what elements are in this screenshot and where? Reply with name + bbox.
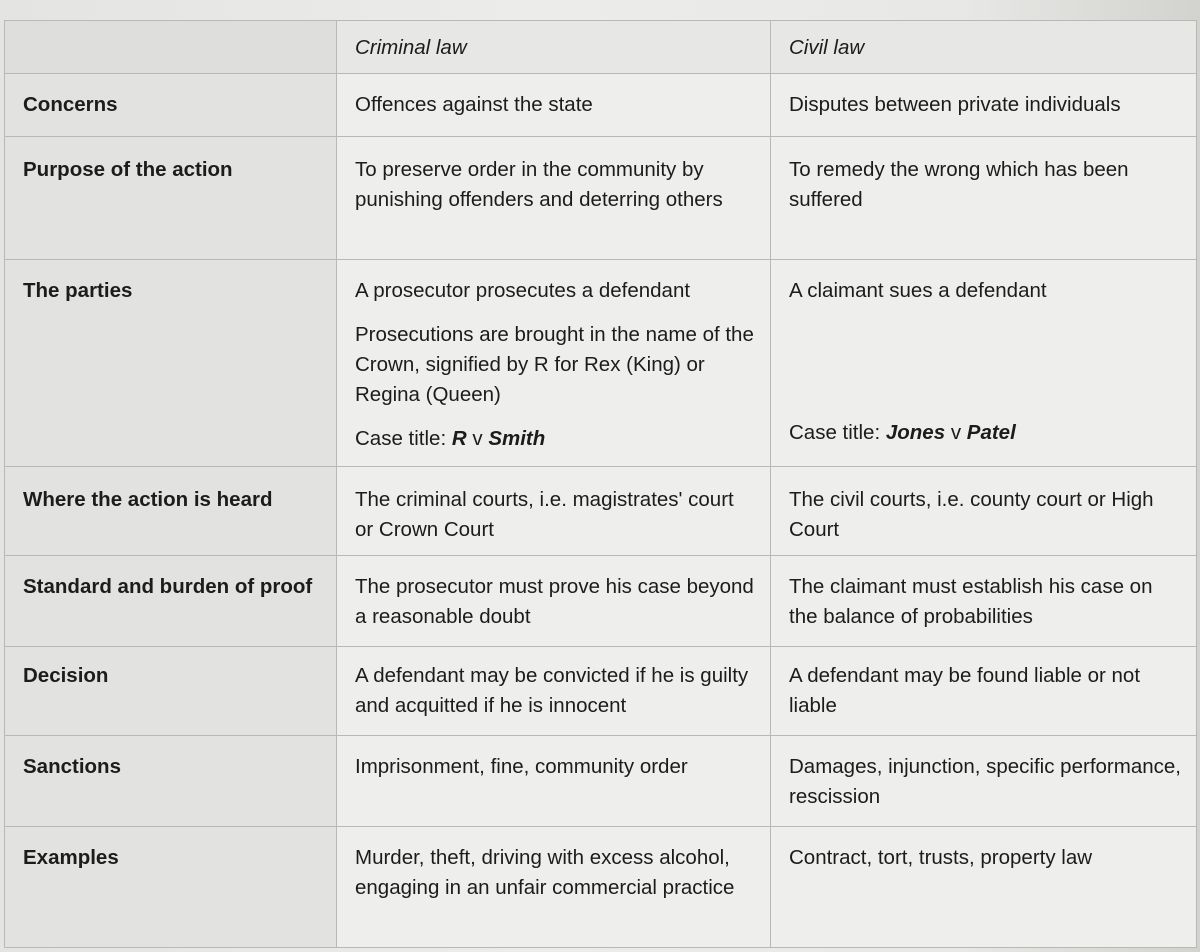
civil-parties-text-1: A claimant sues a defendant xyxy=(789,279,1047,302)
civil-where-cell: The civil courts, i.e. county court or High Court xyxy=(771,467,1197,556)
table-row xyxy=(5,827,1197,948)
row-label-purpose: Purpose of the action xyxy=(5,137,337,260)
case-party-2: Patel xyxy=(966,421,1016,444)
row-label-sanctions: Sanctions xyxy=(5,736,337,827)
case-party-1: Jones xyxy=(885,421,946,444)
civil-standard-cell: The claimant must establish his case on the balance of probabilities xyxy=(771,556,1197,647)
row-label-standard-of-proof: Standard and burden of proof xyxy=(5,556,337,647)
table-row xyxy=(5,260,1197,467)
header-row xyxy=(5,21,1197,74)
table-row xyxy=(5,467,1197,556)
civil-purpose-cell: To remedy the wrong which has been suffered xyxy=(771,137,1197,260)
table-row xyxy=(5,556,1197,647)
comparison-table xyxy=(4,20,1197,948)
civil-parties-cell xyxy=(771,260,1197,467)
row-label-parties: The parties xyxy=(5,260,337,467)
header-civil-law: Civil law xyxy=(771,21,1197,74)
row-label-examples: Examples xyxy=(5,827,337,948)
civil-sanctions-cell: Damages, injunction, specific performance, rescission xyxy=(771,736,1197,827)
criminal-case-title xyxy=(355,424,756,454)
table-row xyxy=(5,736,1197,827)
case-party-2: Smith xyxy=(488,427,546,450)
criminal-where-cell: The criminal courts, i.e. magistrates' court or Crown Court xyxy=(337,467,771,556)
case-title-prefix: Case title: xyxy=(355,427,447,450)
criminal-purpose-cell: To preserve order in the community by punishing offenders and deterring others xyxy=(337,137,771,260)
criminal-parties-cell xyxy=(337,260,771,467)
case-versus: v xyxy=(472,427,483,450)
header-criminal-law: Criminal law xyxy=(337,21,771,74)
table-row xyxy=(5,74,1197,137)
civil-case-title xyxy=(789,418,1016,448)
criminal-standard-cell: The prosecutor must prove his case beyond a reasonable doubt xyxy=(337,556,771,647)
table-row xyxy=(5,137,1197,260)
civil-examples-cell: Contract, tort, trusts, property law xyxy=(771,827,1197,948)
criminal-parties-text-1: A prosecutor prosecutes a defendant xyxy=(355,279,691,302)
header-empty-cell xyxy=(5,21,337,74)
criminal-parties-text-2: Prosecutions are brought in the name of the Crown, signified by R for Rex (King) or Regina (Queen) xyxy=(355,323,754,406)
case-title-prefix: Case title: xyxy=(789,421,881,444)
criminal-examples-cell: Murder, theft, driving with excess alcohol, engaging in an unfair commercial practice xyxy=(337,827,771,948)
table-row xyxy=(5,647,1197,736)
civil-decision-cell: A defendant may be found liable or not liable xyxy=(771,647,1197,736)
case-versus: v xyxy=(950,421,962,444)
row-label-decision: Decision xyxy=(5,647,337,736)
criminal-sanctions-cell: Imprisonment, fine, community order xyxy=(337,736,771,827)
case-party-1: R xyxy=(451,427,467,450)
row-label-concerns: Concerns xyxy=(5,74,337,137)
row-label-where-heard: Where the action is heard xyxy=(5,467,337,556)
criminal-decision-cell: A defendant may be convicted if he is guilty and acquitted if he is innocent xyxy=(337,647,771,736)
civil-concerns-cell: Disputes between private individuals xyxy=(771,74,1197,137)
criminal-concerns-cell: Offences against the state xyxy=(337,74,771,137)
